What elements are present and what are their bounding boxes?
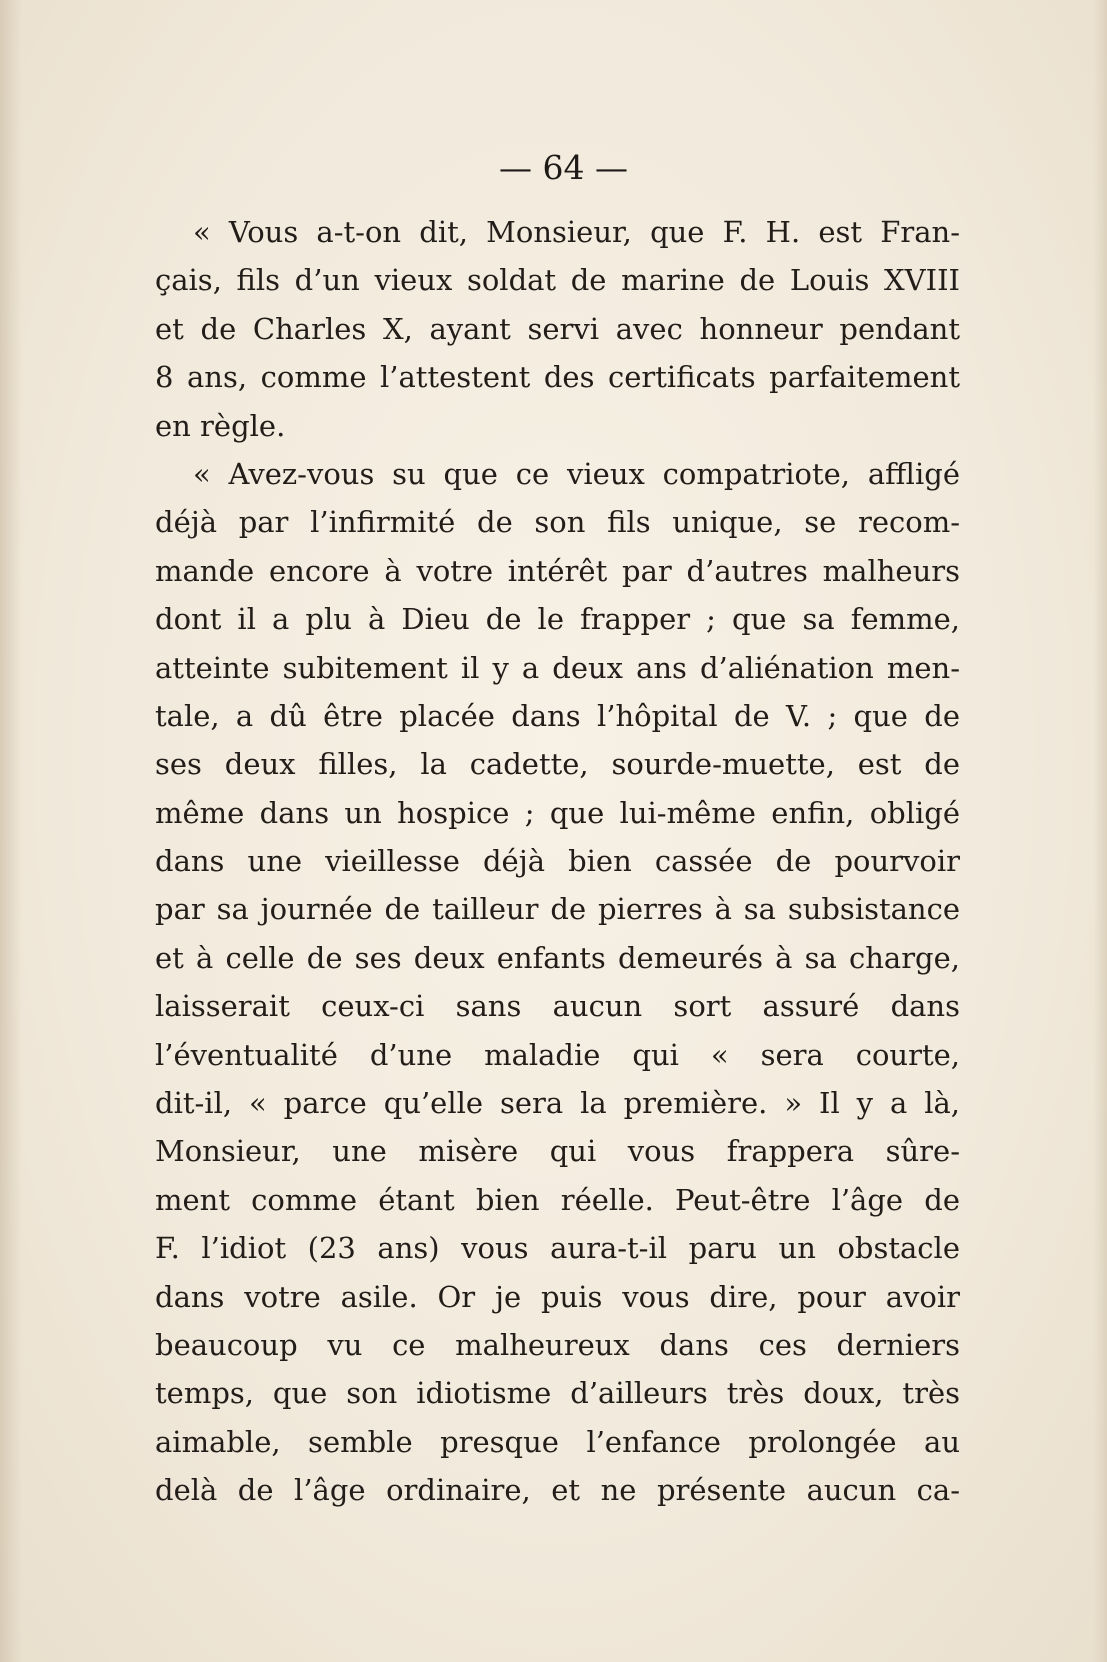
text-line: çais, fils d’un vieux soldat de marine de Louis XVIII [155,263,960,298]
text-line: même dans un hospice ; que lui-même enfin, obligé [155,795,960,830]
text-line: laisserait ceux-ci sans aucun sort assuré dans [155,989,960,1024]
text-line: et de Charles X, ayant servi avec honneur pendant [155,311,960,346]
text-line: F. l’idiot (23 ans) vous aura-t-il paru un obstacle [155,1231,960,1266]
text-line: dans votre asile. Or je puis vous dire, pour avoir [155,1279,960,1314]
text-line: ment comme étant bien réelle. Peut-être l’âge de [155,1182,960,1217]
text-line: 8 ans, comme l’attestent des certificats parfaitement [155,360,960,395]
text-line: ses deux filles, la cadette, sourde-muette, est de [155,747,960,782]
text-line: temps, que son idiotisme d’ailleurs très doux, très [155,1376,960,1411]
text-line: tale, a dû être placée dans l’hôpital de V. ; que de [155,698,960,733]
text-line: en règle. [155,408,286,443]
page-number: — 64 — [499,148,628,187]
text-line: Monsieur, une misère qui vous frappera sûre- [155,1134,960,1169]
text-line: atteinte subitement il y a deux ans d’aliénation men- [155,650,960,685]
page-edge-shadow-left [0,0,22,1662]
text-line: déjà par l’infirmité de son fils unique, se recom- [155,505,960,540]
body-text [155,208,960,1515]
text-line: « Vous a-t-on dit, Monsieur, que F. H. est Fran- [193,215,960,249]
text-line: delà de l’âge ordinaire, et ne présente aucun ca- [155,1473,960,1508]
text-line: dans une vieillesse déjà bien cassée de pourvoir [155,844,960,879]
text-line: et à celle de ses deux enfants demeurés à sa charge, [155,940,960,975]
text-line: par sa journée de tailleur de pierres à sa subsistance [155,892,960,927]
text-line: dont il a plu à Dieu de le frapper ; que sa femme, [155,602,960,637]
text-line: l’éventualité d’une maladie qui « sera courte, [155,1037,960,1072]
text-line: beaucoup vu ce malheureux dans ces derniers [155,1327,960,1362]
text-line: mande encore à votre intérêt par d’autres malheurs [155,553,960,588]
text-line: « Avez-vous su que ce vieux compatriote, affligé [193,456,960,491]
text-line: dit-il, « parce qu’elle sera la première. » Il y a là, [155,1086,960,1121]
page-edge-shadow-right [1093,0,1107,1662]
text-line: aimable, semble presque l’enfance prolongée au [155,1424,960,1459]
